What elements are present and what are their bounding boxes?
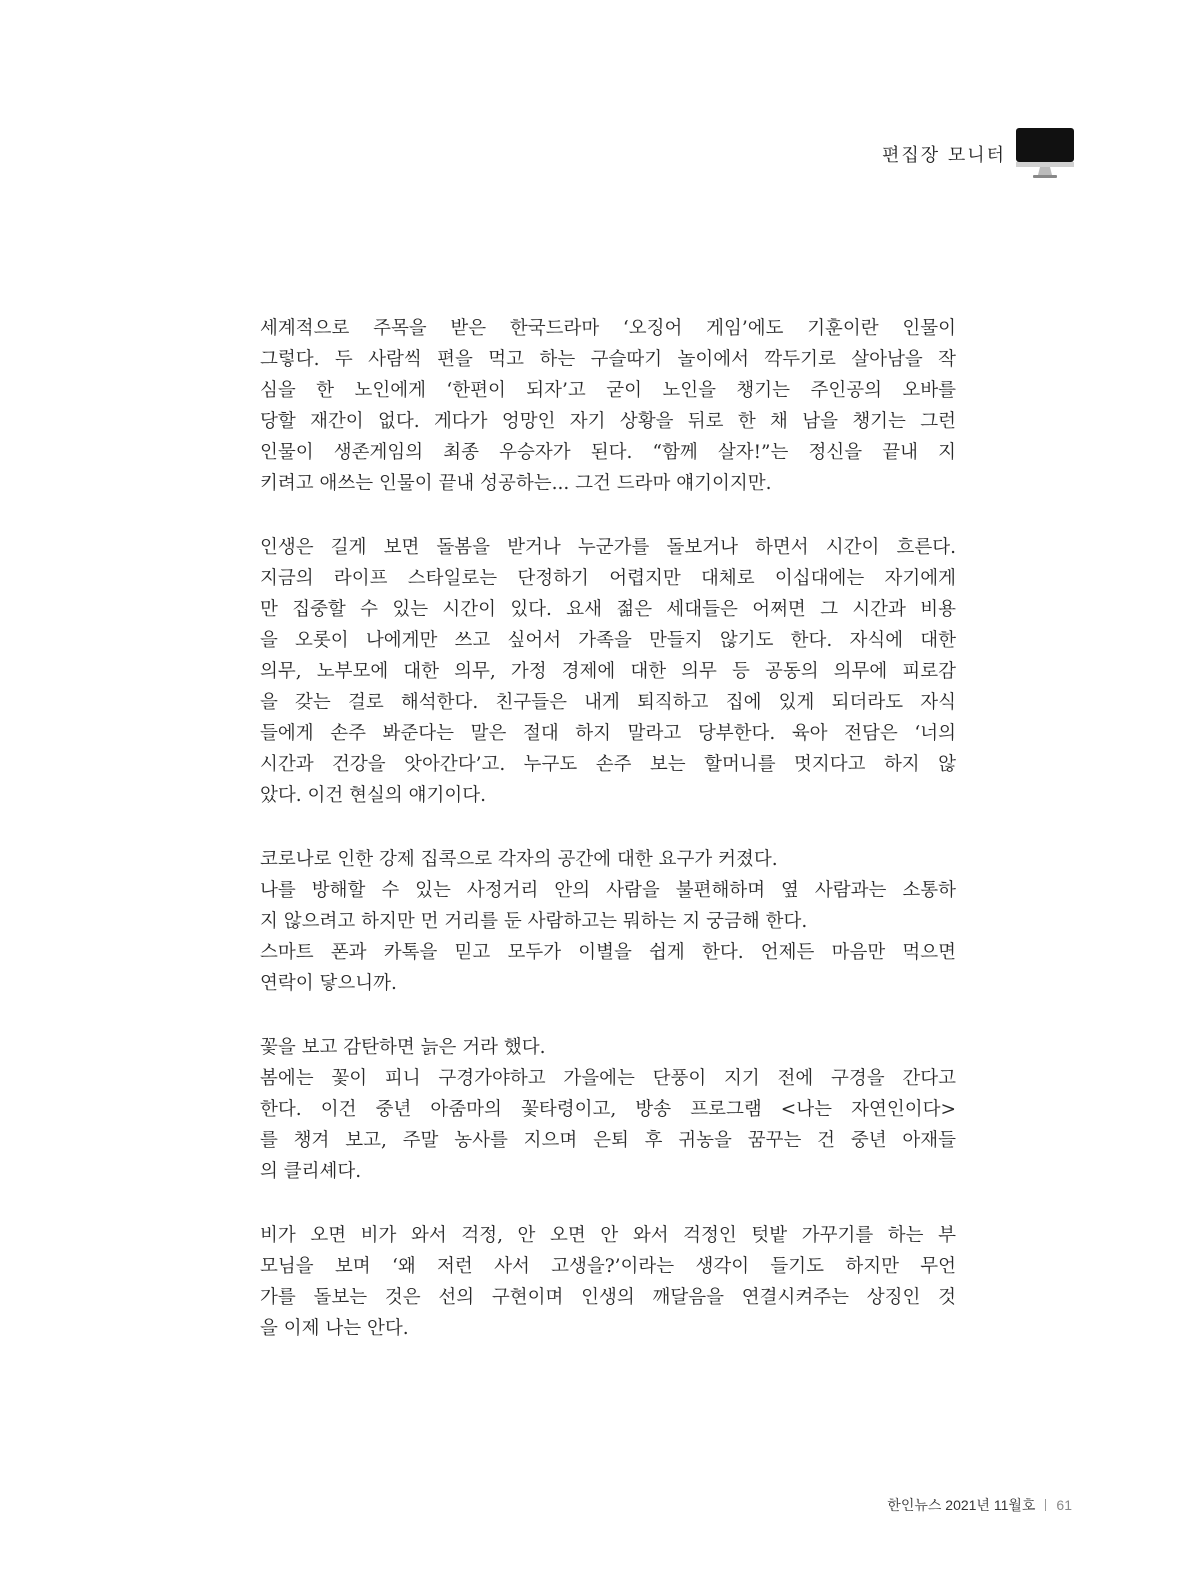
text-line: 들에게 손주 봐준다는 말은 절대 하지 말라고 당부한다. 육아 전담은 ‘너의 (260, 723, 956, 744)
article-paragraph (260, 313, 956, 499)
article-paragraph (260, 1220, 956, 1344)
text-line: 가를 돌보는 것은 선의 구현이며 인생의 깨달음을 연결시켜주는 상징인 것 (260, 1287, 956, 1308)
text-line: 인생은 길게 보면 돌봄을 받거나 누군가를 돌보거나 하면서 시간이 흐른다. (260, 537, 956, 558)
text-line: 았다. 이건 현실의 얘기이다. (260, 785, 486, 806)
text-line: 비가 오면 비가 와서 걱정, 안 오면 안 와서 걱정인 텃밭 가꾸기를 하는 부 (260, 1225, 956, 1246)
article-paragraph (260, 532, 956, 811)
text-line: 세계적으로 주목을 받은 한국드라마 ‘오징어 게임’에도 기훈이란 인물이 (260, 318, 956, 339)
text-line: 을 이제 나는 안다. (260, 1318, 409, 1339)
text-line: 시간과 건강을 앗아간다’고. 누구도 손주 보는 할머니를 멋지다고 하지 않 (260, 754, 956, 775)
text-line: 지금의 라이프 스타일로는 단정하기 어렵지만 대체로 이십대에는 자기에게 (260, 568, 956, 589)
text-line: 의 클리셰다. (260, 1161, 362, 1182)
text-line: 인물이 생존게임의 최종 우승자가 된다. “함께 살자!”는 정신을 끝내 지 (260, 442, 956, 463)
article-paragraph (260, 844, 956, 999)
text-line: 을 갖는 걸로 해석한다. 친구들은 내게 퇴직하고 집에 있게 되더라도 자식 (260, 692, 956, 713)
text-line: 스마트 폰과 카톡을 믿고 모두가 이별을 쉽게 한다. 언제든 마음만 먹으면 (260, 942, 956, 963)
text-line: 당할 재간이 없다. 게다가 엉망인 자기 상황을 뒤로 한 채 남을 챙기는 그런 (260, 411, 956, 432)
page-header (882, 128, 1074, 180)
text-line: 나를 방해할 수 있는 사정거리 안의 사람을 불편해하며 옆 사람과는 소통하 (260, 880, 956, 901)
monitor-icon (1016, 128, 1074, 180)
page-footer (887, 1495, 1072, 1515)
text-line: 의무, 노부모에 대한 의무, 가정 경제에 대한 의무 등 공동의 의무에 피로감 (260, 661, 956, 682)
text-line: 를 챙겨 보고, 주말 농사를 지으며 은퇴 후 귀농을 꿈꾸는 건 중년 아재들 (260, 1130, 956, 1151)
page-number: 61 (1056, 1497, 1072, 1513)
text-line: 을 오롯이 나에게만 쓰고 싶어서 가족을 만들지 않기도 한다. 자식에 대한 (260, 630, 956, 651)
article-paragraph (260, 1032, 956, 1187)
text-line: 심을 한 노인에게 ‘한편이 되자’고 굳이 노인을 챙기는 주인공의 오바를 (260, 380, 956, 401)
text-line: 꽃을 보고 감탄하면 늙은 거라 했다. (260, 1037, 546, 1058)
text-line: 지 않으려고 하지만 먼 거리를 둔 사람하고는 뭐하는 지 궁금해 한다. (260, 911, 808, 932)
footer-divider (1045, 1499, 1046, 1511)
article-body (260, 313, 956, 1377)
text-line: 그렇다. 두 사람씩 편을 먹고 하는 구슬따기 놀이에서 깍두기로 살아남을 작 (260, 349, 956, 370)
text-line: 봄에는 꽃이 피니 구경가야하고 가을에는 단풍이 지기 전에 구경을 간다고 (260, 1068, 956, 1089)
text-line: 키려고 애쓰는 인물이 끝내 성공하는... 그건 드라마 얘기이지만. (260, 473, 772, 494)
text-line: 한다. 이건 중년 아줌마의 꽃타령이고, 방송 프로그램 <나는 자연인이다> (260, 1099, 956, 1120)
section-title: 편집장 모니터 (881, 145, 1006, 166)
publication-name: 한인뉴스 2021년 11월호 (887, 1497, 1036, 1513)
text-line: 모님을 보며 ‘왜 저런 사서 고생을?’이라는 생각이 들기도 하지만 무언 (260, 1256, 956, 1277)
text-line: 만 집중할 수 있는 시간이 있다. 요새 젊은 세대들은 어쩌면 그 시간과 비용 (260, 599, 956, 620)
text-line: 코로나로 인한 강제 집콕으로 각자의 공간에 대한 요구가 커졌다. (260, 849, 778, 870)
text-line: 연락이 닿으니까. (260, 973, 397, 994)
